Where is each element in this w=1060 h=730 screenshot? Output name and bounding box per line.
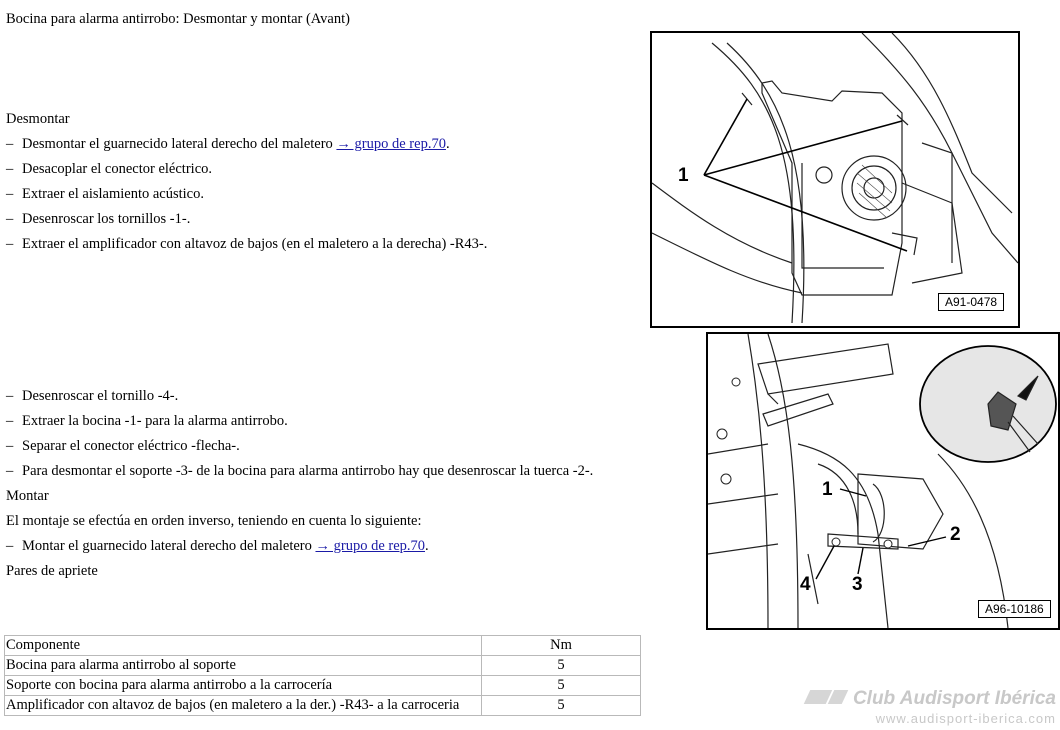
step-dash: –	[6, 463, 14, 479]
table-row	[5, 696, 641, 716]
step-text: Desenroscar los tornillos -1-.	[22, 211, 191, 227]
table-row	[5, 676, 641, 696]
step-text: Desmontar el guarnecido lateral derecho del maletero	[22, 136, 337, 152]
step-dash: –	[6, 413, 14, 429]
table-cell-nm: 5	[482, 656, 641, 676]
callout-3: 3	[852, 574, 863, 595]
table-header-nm: Nm	[482, 636, 641, 656]
figure-code: A96-10186	[978, 600, 1051, 618]
figure-code: A91-0478	[938, 293, 1004, 311]
step-remove-insulation	[6, 185, 204, 203]
step-text-end: .	[445, 136, 450, 152]
table-header-component: Componente	[5, 636, 482, 656]
step-text: Para desmontar el soporte -3- de la bocina para alarma antirrobo hay que desenroscar la tuerca -2-.	[22, 463, 594, 479]
watermark-logo	[807, 688, 1056, 710]
table-cell-component: Amplificador con altavoz de bajos (en maletero a la der.) -R43- a la carroceria	[5, 696, 482, 716]
repair-group-link[interactable]: → grupo de rep.70	[336, 136, 446, 152]
table-cell-nm: 5	[482, 696, 641, 716]
step-remove-amplifier	[6, 235, 487, 253]
step-dash: –	[6, 136, 14, 152]
step-dash: –	[6, 236, 14, 252]
watermark-url: www.audisport-iberica.com	[875, 711, 1056, 726]
step-text: Extraer la bocina -1- para la alarma antirrobo.	[22, 413, 288, 429]
step-text-end: .	[425, 538, 429, 554]
step-dash: –	[6, 211, 14, 227]
torque-heading: Pares de apriete	[6, 563, 98, 579]
table-header-row	[5, 636, 641, 656]
step-text: Separar el conector eléctrico -flecha-.	[22, 438, 240, 454]
step-text: Montar el guarnecido lateral derecho del maletero	[22, 538, 316, 554]
section-heading-remove: Desmontar	[6, 111, 70, 127]
figure-alarm-horn	[706, 332, 1060, 630]
table-cell-component: Bocina para alarma antirrobo al soporte	[5, 656, 482, 676]
step-dash: –	[6, 388, 14, 404]
figure-amplifier-drawing	[652, 33, 1018, 326]
step-text: Extraer el aislamiento acústico.	[22, 186, 204, 202]
step-install-trim	[6, 537, 429, 555]
watermark-title: Club Audisport Ibérica	[852, 688, 1056, 709]
step-disconnect-connector	[6, 160, 212, 178]
step-dash: –	[6, 438, 14, 454]
table-cell-component: Soporte con bocina para alarma antirrobo a la carrocería	[5, 676, 482, 696]
step-unscrew-bolts	[6, 210, 190, 228]
step-text: Extraer el amplificador con altavoz de bajos (en el maletero a la derecha) -R43-.	[22, 236, 488, 252]
install-note: El montaje se efectúa en orden inverso, teniendo en cuenta lo siguiente:	[6, 513, 422, 529]
table-cell-nm: 5	[482, 676, 641, 696]
repair-group-link[interactable]: → grupo de rep.70	[315, 538, 426, 554]
figure-horn-drawing	[708, 334, 1058, 628]
step-remove-bracket	[6, 462, 593, 480]
step-remove-horn	[6, 412, 288, 430]
step-text: Desacoplar el conector eléctrico.	[22, 161, 213, 177]
step-dash: –	[6, 538, 14, 554]
step-separate-connector	[6, 437, 240, 455]
section-heading-install: Montar	[6, 488, 49, 504]
figure-amplifier-bolts	[650, 31, 1020, 328]
step-dash: –	[6, 186, 14, 202]
callout-1: 1	[678, 165, 689, 186]
callout-4: 4	[800, 574, 811, 595]
callout-1: 1	[822, 479, 833, 500]
callout-2: 2	[950, 524, 961, 545]
step-dash: –	[6, 161, 14, 177]
table-row	[5, 656, 641, 676]
page-title: Bocina para alarma antirrobo: Desmontar y montar (Avant)	[6, 11, 350, 27]
step-remove-trim	[6, 135, 450, 153]
step-unscrew-bolt-4	[6, 387, 178, 405]
step-text: Desenroscar el tornillo -4-.	[22, 388, 179, 404]
torque-table	[4, 635, 641, 716]
